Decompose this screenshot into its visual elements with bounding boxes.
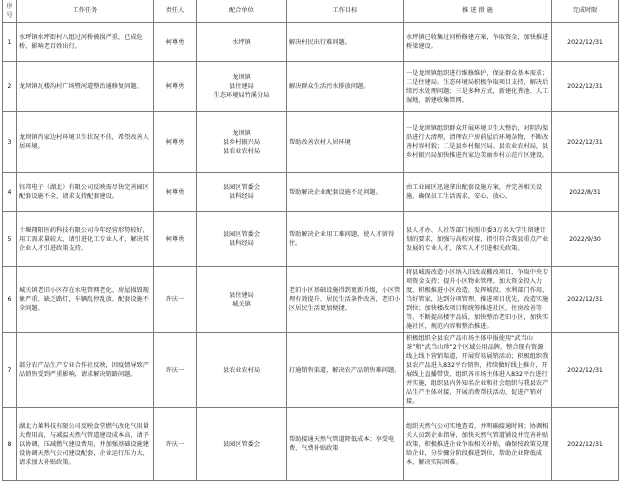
cell-task: 湖北力莱科技有限公司反映食堂燃气改化气用量大费用高，与减温天然气管道建设成本高，请予以协调，压减燃气建设费用，并加强基础设施建设协调天然气公司建设配套，企业运行压力大，请求加大补贴政策。	[17, 408, 154, 481]
cell-deadline: 2022/12/31	[552, 333, 619, 408]
table-row	[3, 333, 619, 408]
header-index: 序号	[3, 0, 17, 23]
cell-goal: 解决群众生活污水排放问题。	[287, 62, 404, 112]
cell-index: 6	[3, 267, 17, 333]
cell-goal: 帮助解决企业用工难问题，使人才留得住。	[287, 212, 404, 267]
cell-deadline: 2022/12/31	[552, 23, 619, 62]
cell-task: 十堰翔阳医药科技有限公司今年经营形势较好，用工需求量较大，请引进化工专业人才，解决其企业人才引进政策支持。	[17, 212, 154, 267]
header-goal: 工作目标	[287, 0, 404, 23]
cell-measure: 县人才办、人社等部门按照市委3万名大学生留建计划的要求，加强与高校对接，指引符合我县重点产业发展的专业人才，落实人才引进相关政策。	[404, 212, 552, 267]
cell-index: 3	[3, 112, 17, 173]
header-deadline: 完成时限	[552, 0, 619, 23]
cell-measure: 积极组织全县农产品市场主体申报使用“武当山茶”和“武当山珍”2个区域公用品牌，整合现有资源线上线下营销渠道，开展贸易展销活动；积极组织我县农产品进入832平台销售，持续做好线上推介，开展线上直播带货，组织各市场主体进入832平台进行并实施，组织县内外知名企业和社会组织与我县农产品生产主体对接，开展消费帮扶活动，促进产销对接。	[404, 333, 552, 408]
cell-goal: 帮助解决企业配套设施不足问题。	[287, 173, 404, 212]
cell-measure: 组织天然气公司实地查看，并明确接通时间；协调相关人员到企业指导，加快天然气管道铺设并完善补贴政策，积极推进企业争取相关补贴，确保按政策兑现给企业，分步骤分阶段推进到位，帮助企业降低成本，解决实际困难。	[404, 408, 552, 481]
cell-unit: 县园区管委会 县科经局	[197, 212, 287, 267]
cell-task: 水坪镇水坪街村八组过河桥被损严重，已成危桥，影响老百姓出行。	[17, 23, 154, 62]
cell-task: 城关镇老旧小区存在水电管网老化、房屋损毁现象严重、缺乏路灯，车辆乱停乱放、配套设施不全问题。	[17, 267, 154, 333]
cell-person: 柯尊勇	[154, 62, 197, 112]
cell-unit: 县住建局 城关镇	[197, 267, 287, 333]
table-row	[3, 212, 619, 267]
cell-task: 龙坝镇肖家边村环境卫生状况不佳，希望改善人居环境。	[17, 112, 154, 173]
cell-deadline: 2022/8/31	[552, 173, 619, 212]
cell-person: 柯尊勇	[154, 112, 197, 173]
task-table	[2, 0, 619, 481]
cell-measure: 将县城需改造小区纳入旧改或棚改项目，争取中央专项资金支持；提升小区物业管理、加大资金投入力度，积极推进小区改造，发挥城投、水利部门作用，当好管家，达到分项管理、推进项目优先，改造实施到位；加快楼改项目和统筹推进社区，住房改善等等，不断提高楼宇品质，加快整治老旧小区，加快实施社区，规范内容和整治推进。	[404, 267, 552, 333]
cell-person: 许庆一	[154, 267, 197, 333]
cell-unit: 龙坝镇 县乡村振兴局 县农业农村局	[197, 112, 287, 173]
cell-deadline: 2022/12/31	[552, 62, 619, 112]
cell-person: 许庆一	[154, 408, 197, 481]
table-row	[3, 173, 619, 212]
cell-person: 柯尊勇	[154, 173, 197, 212]
header-row	[3, 0, 619, 23]
cell-goal: 帮助接通天然气管道降低成本；享受电费、气费补贴政策	[287, 408, 404, 481]
cell-unit: 龙坝镇 县住建局 生态环境局竹溪分局	[197, 62, 287, 112]
table-row	[3, 62, 619, 112]
cell-index: 7	[3, 333, 17, 408]
cell-deadline: 2022/12/31	[552, 408, 619, 481]
cell-unit: 县农业农村局	[197, 333, 287, 408]
cell-measure: 一是龙坝镇组织群众开展环境卫生大整治，对阴沟渠沿进行大清理，清理农户房前屋后环境杂物，不断改善村容村貌；二是县乡村振兴局、县农业农村局，县乡村振兴局加快推进肖家边美丽乡村示范片区建设。	[404, 112, 552, 173]
cell-index: 5	[3, 212, 17, 267]
cell-goal: 帮助改善农村人居环境	[287, 112, 404, 173]
cell-index: 4	[3, 173, 17, 212]
table-row	[3, 408, 619, 481]
cell-unit: 水坪镇	[197, 23, 287, 62]
cell-task: 龙坝镇瓦楼沟村广场暨河道整治通修复问题。	[17, 62, 154, 112]
cell-deadline: 2022/12/31	[552, 267, 619, 333]
cell-person: 柯尊勇	[154, 212, 197, 267]
cell-task: 钰邦电子（湖北）有限公司反映需尽快完善园区配套设施不全，请求支持配套建设。	[17, 173, 154, 212]
table-row	[3, 23, 619, 62]
cell-measure: 一是龙坝镇组织进行维修维护，保证群众基本需求；二是住建局、生态环境局积极争取项目支持，解决后续污水处理问题；三是多种方式，新建化粪池、人工湿地，新建收集管网。	[404, 62, 552, 112]
cell-deadline: 2022/9/30	[552, 212, 619, 267]
cell-task: 部分农产品生产专业合作社反映，因疫情导致产品销售受到严重影响，请求解决销路问题。	[17, 333, 154, 408]
header-unit: 配合单位	[197, 0, 287, 23]
cell-person: 柯尊勇	[154, 23, 197, 62]
cell-goal: 解决村民出行难问题。	[287, 23, 404, 62]
cell-unit: 县园区管委会 县科经局	[197, 173, 287, 212]
header-task: 工作任务	[17, 0, 154, 23]
table-row	[3, 267, 619, 333]
cell-goal: 打通销售渠道，解决农产品销售难问题。	[287, 333, 404, 408]
cell-measure: 水坪镇已收集过河桥修建方案，争取资金，加快推进桥梁建设。	[404, 23, 552, 62]
header-measure: 推 进 措 施	[404, 0, 552, 23]
table-row	[3, 112, 619, 173]
cell-index: 8	[3, 408, 17, 481]
cell-measure: 由工业园区迅速拿出配套设施方案，并完善相关设施，确保员工生活需求，安心、放心。	[404, 173, 552, 212]
cell-index: 2	[3, 62, 17, 112]
cell-deadline: 2022/12/31	[552, 112, 619, 173]
cell-unit: 县园区管委会	[197, 408, 287, 481]
cell-index: 1	[3, 23, 17, 62]
cell-goal: 老旧小区基础设施得到更新升级，小区管理有效提升、居民生活条件改善，老旧小区居民生活更加便捷。	[287, 267, 404, 333]
header-person: 责任人	[154, 0, 197, 23]
cell-person: 许庆一	[154, 333, 197, 408]
